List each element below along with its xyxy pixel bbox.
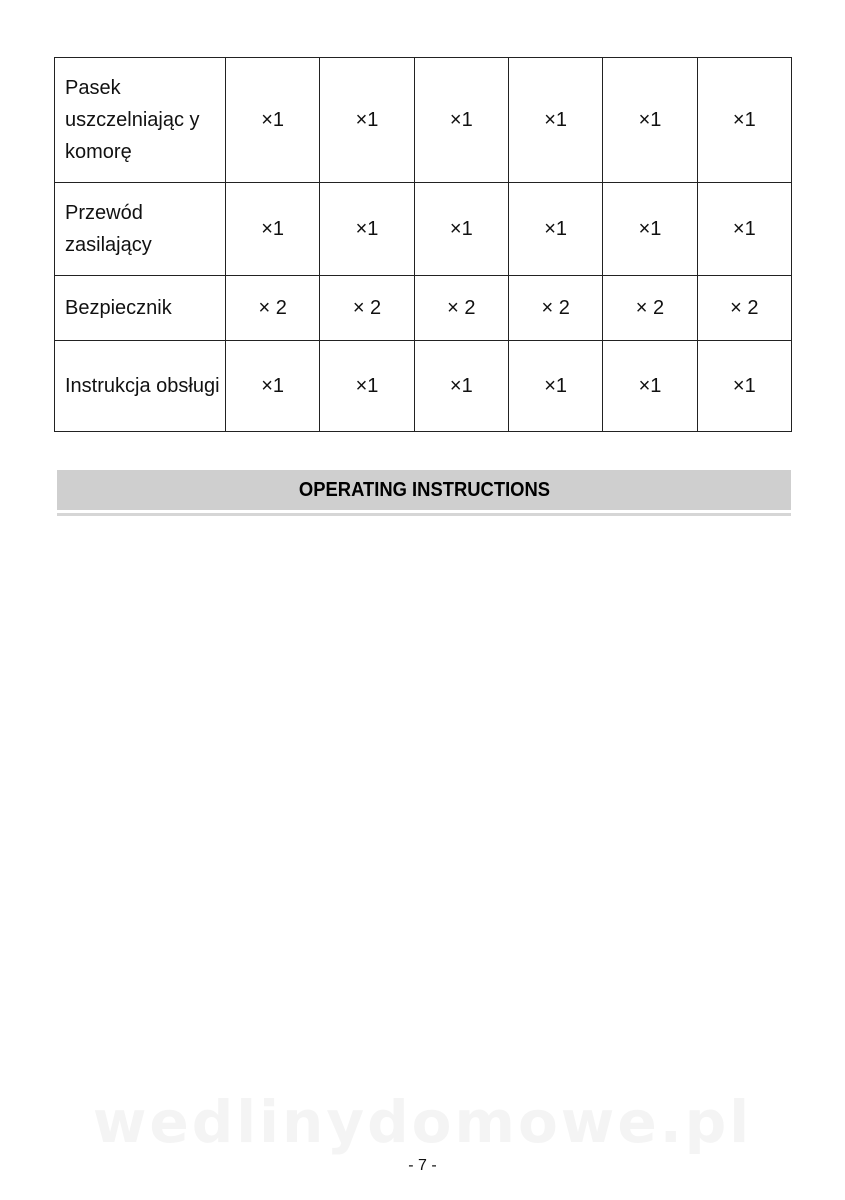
row-name-cell [55, 58, 226, 183]
table-row [55, 58, 792, 183]
section-title: OPERATING INSTRUCTIONS [298, 478, 550, 501]
qty-cell: ×1 [414, 183, 508, 276]
row-name: Bezpiecznik [65, 297, 172, 319]
qty-cell: ×1 [320, 58, 414, 183]
parts-table [54, 57, 792, 432]
qty-cell: ×1 [226, 183, 320, 276]
qty-cell: ×1 [697, 183, 791, 276]
row-name-cell [55, 341, 226, 432]
qty-cell: ×1 [508, 341, 602, 432]
qty-cell: ×1 [414, 341, 508, 432]
qty-cell: ×1 [320, 341, 414, 432]
section-divider [57, 513, 791, 516]
qty-cell: ×1 [414, 58, 508, 183]
qty-cell: ×1 [603, 341, 697, 432]
qty-cell: ×1 [226, 58, 320, 183]
qty-cell: × 2 [320, 276, 414, 341]
table-row [55, 341, 792, 432]
row-name: Pasek uszczelniając y komorę [65, 77, 200, 163]
qty-cell: ×1 [603, 183, 697, 276]
table-row [55, 183, 792, 276]
qty-cell: × 2 [414, 276, 508, 341]
row-name-cell [55, 276, 226, 341]
page-number: - 7 - [408, 1157, 437, 1174]
qty-cell: × 2 [226, 276, 320, 341]
watermark: wedlinydomowe.pl [92, 1088, 753, 1156]
section-header [57, 470, 791, 510]
qty-cell: × 2 [697, 276, 791, 341]
qty-cell: ×1 [603, 58, 697, 183]
qty-cell: ×1 [320, 183, 414, 276]
row-name: Przewód zasilający [65, 202, 152, 256]
qty-cell: × 2 [603, 276, 697, 341]
qty-cell: ×1 [697, 58, 791, 183]
qty-cell: × 2 [508, 276, 602, 341]
qty-cell: ×1 [508, 58, 602, 183]
qty-cell: ×1 [508, 183, 602, 276]
qty-cell: ×1 [697, 341, 791, 432]
table-row [55, 276, 792, 341]
row-name: Instrukcja obsługi [65, 375, 220, 397]
qty-cell: ×1 [226, 341, 320, 432]
row-name-cell [55, 183, 226, 276]
